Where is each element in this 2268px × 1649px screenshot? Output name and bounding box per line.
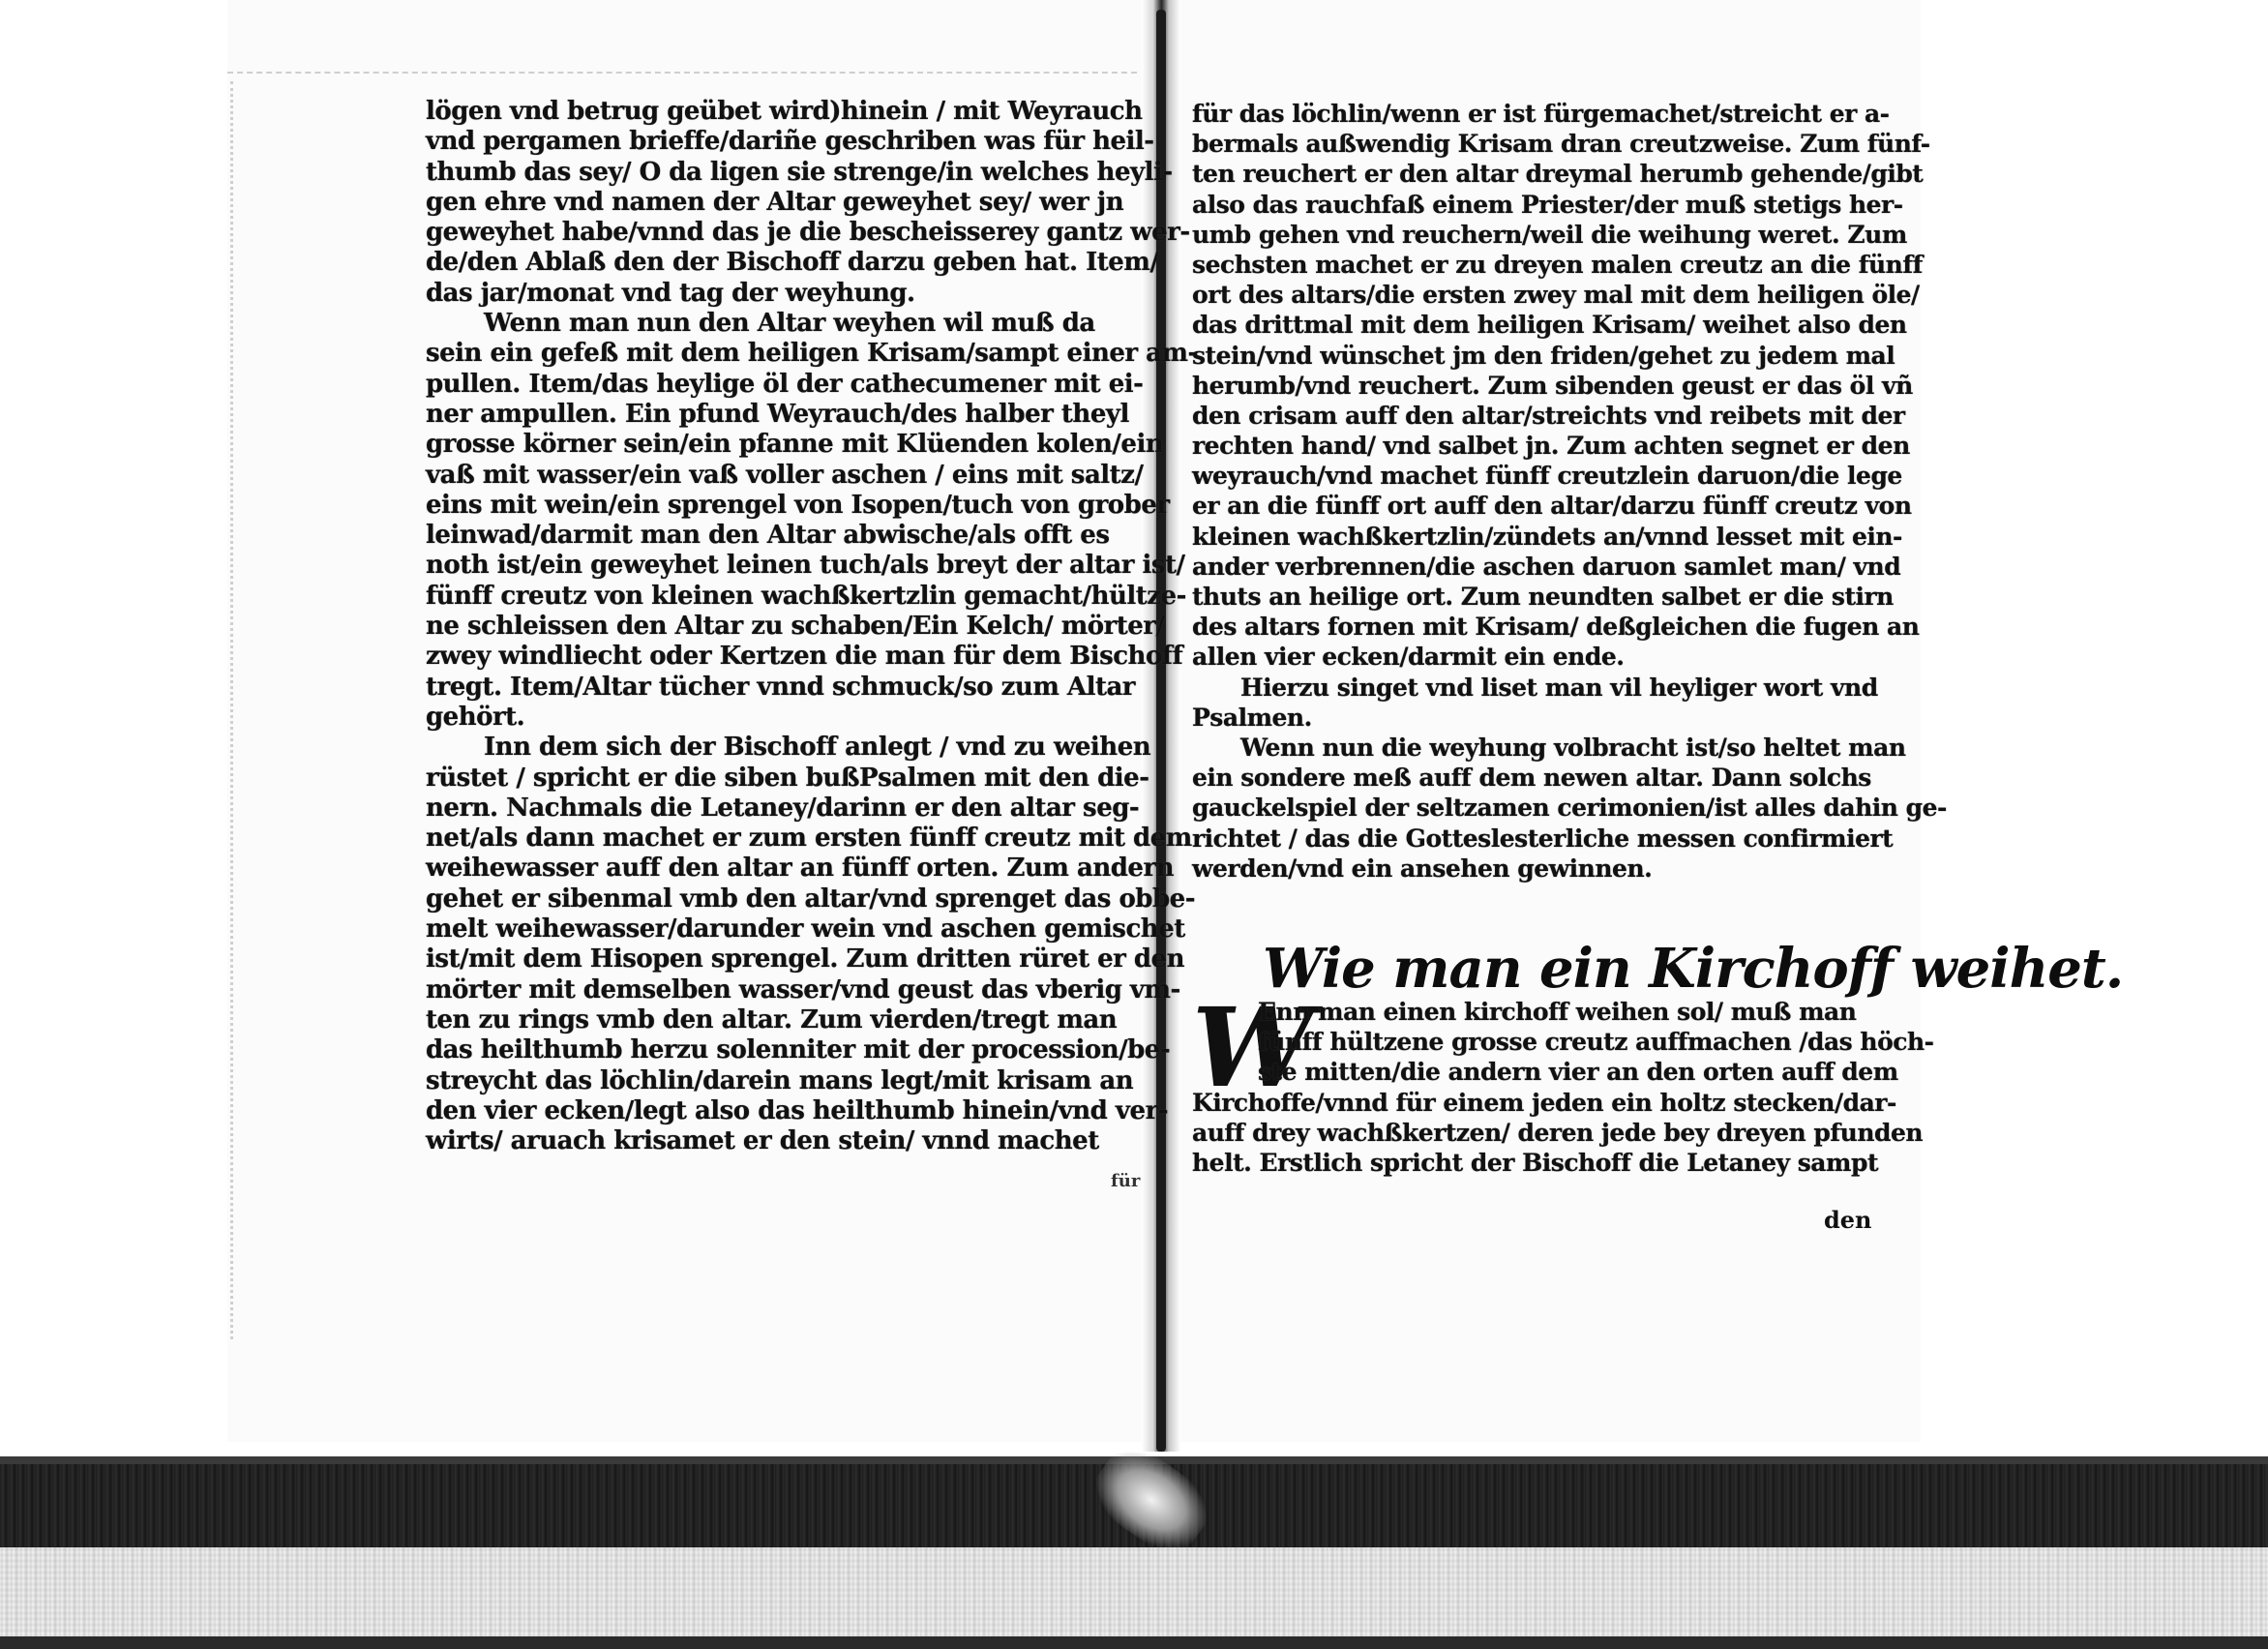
text-line: also das rauchfaß einem Priester/der muß stetigs her-	[1192, 190, 1903, 219]
text-line: mörter mit demselben wasser/vnd geust das vberig vm-	[426, 974, 1180, 1004]
text-line: für das löchlin/wenn er ist fürgemachet/streicht er a-	[1192, 100, 1890, 128]
text-line: ten zu rings vmb den altar. Zum vierden/tregt man	[426, 1004, 1118, 1034]
left-page-side-edge	[230, 81, 233, 1339]
text-line: zwey windliecht oder Kertzen die man für dem Bischoff	[426, 642, 1183, 672]
text-line: noth ist/ein geweyhet leinen tuch/als breyt der altar ist/	[426, 551, 1185, 581]
text-line: net/als dann machet er zum ersten fünff creutz mit dem	[426, 824, 1192, 854]
text-line: gauckelspiel der seltzamen cerimonien/ist alles dahin ge-	[1192, 794, 1947, 823]
text-line: ein sondere meß auff dem newen altar. Dann solchs	[1192, 764, 1871, 793]
right-page-catchword: den	[1824, 1206, 1872, 1234]
text-line: bermals außwendig Krisam dran creutzweise. Zum fünf-	[1192, 130, 1930, 159]
text-line: ner ampullen. Ein pfund Weyrauch/des halber theyl	[426, 399, 1129, 429]
text-line: gen ehre vnd namen der Altar geweyhet sey/ wer jn	[426, 187, 1124, 217]
text-line: des altars fornen mit Krisam/ deßgleichen die fugen an	[1192, 613, 1920, 642]
text-line: lögen vnd betrug geübet wird)hinein / mit Weyrauch	[426, 97, 1143, 126]
text-line: melt weihewasser/darunder wein vnd aschen gemischet	[426, 914, 1185, 944]
text-line: rüstet / spricht er die siben bußPsalmen mit den die-	[426, 763, 1149, 793]
text-line: sechsten machet er zu dreyen malen creutz an die fünff	[1192, 250, 1923, 279]
text-line: herumb/vnd reuchert. Zum sibenden geust er das öl vñ	[1192, 371, 1913, 400]
text-line: Kirchoffe/vnnd für einem jeden ein holtz stecken/dar-	[1192, 1088, 1896, 1117]
text-line: allen vier ecken/darmit ein ende.	[1192, 643, 1625, 672]
text-line: stein/vnd wünschet jm den friden/gehet zu jedem mal	[1192, 341, 1895, 370]
text-line: umb gehen vnd reuchern/weil die weihung weret. Zum	[1192, 220, 1907, 249]
text-line: Hierzu singet vnd liset man vil heyliger wort vnd	[1240, 673, 1878, 702]
text-line: kleinen wachßkertzlin/zündets an/vnnd lesset mit ein-	[1192, 522, 1902, 551]
scanner-bottom-edge	[0, 1636, 2268, 1649]
text-line: leinwad/darmit man den Altar abwische/als offt es	[426, 521, 1110, 551]
text-line: ist/mit dem Hisopen sprengel. Zum dritten rüret er den	[426, 944, 1185, 974]
text-line: ten reuchert er den altar dreymal herumb gehende/gibt	[1192, 160, 1924, 189]
text-line: den vier ecken/legt also das heilthumb hinein/vnd ver-	[426, 1095, 1169, 1125]
text-line: ander verbrennen/die aschen daruon samlet man/ vnd	[1192, 552, 1901, 581]
text-line: weyrauch/vnd machet fünff creutzlein daruon/die lege	[1192, 462, 1902, 491]
text-line: thumb das sey/ O da ligen sie strenge/in welches heyli-	[426, 157, 1173, 187]
text-line: de/den Ablaß den der Bischoff darzu geben hat. Item/	[426, 248, 1159, 278]
text-line: eins mit wein/ein sprengel von Isopen/tuch von grober	[426, 490, 1170, 520]
text-line: gehet er sibenmal vmb den altar/vnd sprenget das obbe-	[426, 884, 1195, 914]
left-page-catchword: für	[1111, 1171, 1141, 1191]
text-line: pullen. Item/das heylige öl der cathecumener mit ei-	[426, 369, 1144, 399]
text-line: geweyhet habe/vnnd das je die bescheisserey gantz wer-	[426, 218, 1190, 248]
text-line: tregt. Item/Altar tücher vnnd schmuck/so zum Altar	[426, 672, 1135, 702]
right-page-text	[1192, 99, 1947, 884]
text-line: werden/vnd ein ansehen gewinnen.	[1192, 854, 1653, 883]
section-heading: Wie man ein Kirchoff weihet.	[1263, 937, 2124, 1001]
text-line: streycht das löchlin/darein mans legt/mit krisam an	[426, 1065, 1134, 1095]
text-line: das jar/monat vnd tag der weyhung.	[426, 278, 915, 308]
text-line: wirts/ aruach krisamet er den stein/ vnnd machet	[426, 1126, 1099, 1156]
text-line: sein ein gefeß mit dem heiligen Krisam/sampt einer am-	[426, 339, 1198, 369]
left-page-text	[426, 97, 1198, 1156]
text-line: ne schleissen den Altar zu schaben/Ein Kelch/ mörter/	[426, 612, 1165, 642]
text-line: auff drey wachßkertzen/ deren jede bey dreyen pfunden	[1192, 1118, 1924, 1147]
text-line: weihewasser auff den altar an fünff orten. Zum andern	[426, 854, 1175, 884]
text-line: fünff creutz von kleinen wachßkertzlin gemacht/hültze-	[426, 581, 1186, 611]
text-line: Enn man einen kirchoff weihen sol/ muß man	[1258, 998, 1857, 1026]
text-line: das heilthumb herzu solenniter mit der procession/be-	[426, 1035, 1171, 1065]
left-page-top-edge	[227, 72, 1137, 74]
text-line: nern. Nachmals die Letaney/darinn er den altar seg-	[426, 793, 1140, 823]
text-line: richtet / das die Gotteslesterliche messen confirmiert	[1192, 824, 1894, 853]
text-line: grosse körner sein/ein pfanne mit Klüenden kolen/ein	[426, 430, 1164, 460]
text-line: rechten hand/ vnd salbet jn. Zum achten segnet er den	[1192, 432, 1910, 461]
text-line: Wenn nun die weyhung volbracht ist/so heltet man	[1240, 733, 1906, 762]
text-line: ste mitten/die andern vier an den orten auff dem	[1258, 1058, 1898, 1087]
text-line: vaß mit wasser/ein vaß voller aschen / eins mit saltz/	[426, 460, 1144, 490]
text-line: fünff hültzene grosse creutz auffmachen /das höch-	[1258, 1028, 1934, 1057]
text-line: das drittmal mit dem heiligen Krisam/ weihet also den	[1192, 311, 1907, 340]
text-line: er an die fünff ort auff den altar/darzu fünff creutz von	[1192, 492, 1912, 521]
text-line: den crisam auff den altar/streichts vnd reibets mit der	[1192, 401, 1905, 430]
text-line: Inn dem sich der Bischoff anlegt / vnd zu weihen	[484, 733, 1151, 763]
text-line: thuts an heilige ort. Zum neundten salbet er die stirn	[1192, 583, 1894, 611]
text-line: Wenn man nun den Altar weyhen wil muß da	[484, 309, 1095, 339]
scanner-noise-band	[0, 1547, 2268, 1636]
right-page-section-text	[1192, 997, 1934, 1178]
text-line: ort des altars/die ersten zwey mal mit dem heiligen öle/	[1192, 281, 1920, 310]
text-line: gehört.	[426, 702, 525, 732]
drop-cap: W	[1192, 985, 1314, 1112]
text-line: vnd pergamen brieffe/dariñe geschriben was für heil-	[426, 127, 1154, 157]
text-line: helt. Erstlich spricht der Bischoff die Letaney sampt	[1192, 1148, 1878, 1177]
text-line: Psalmen.	[1192, 703, 1312, 732]
